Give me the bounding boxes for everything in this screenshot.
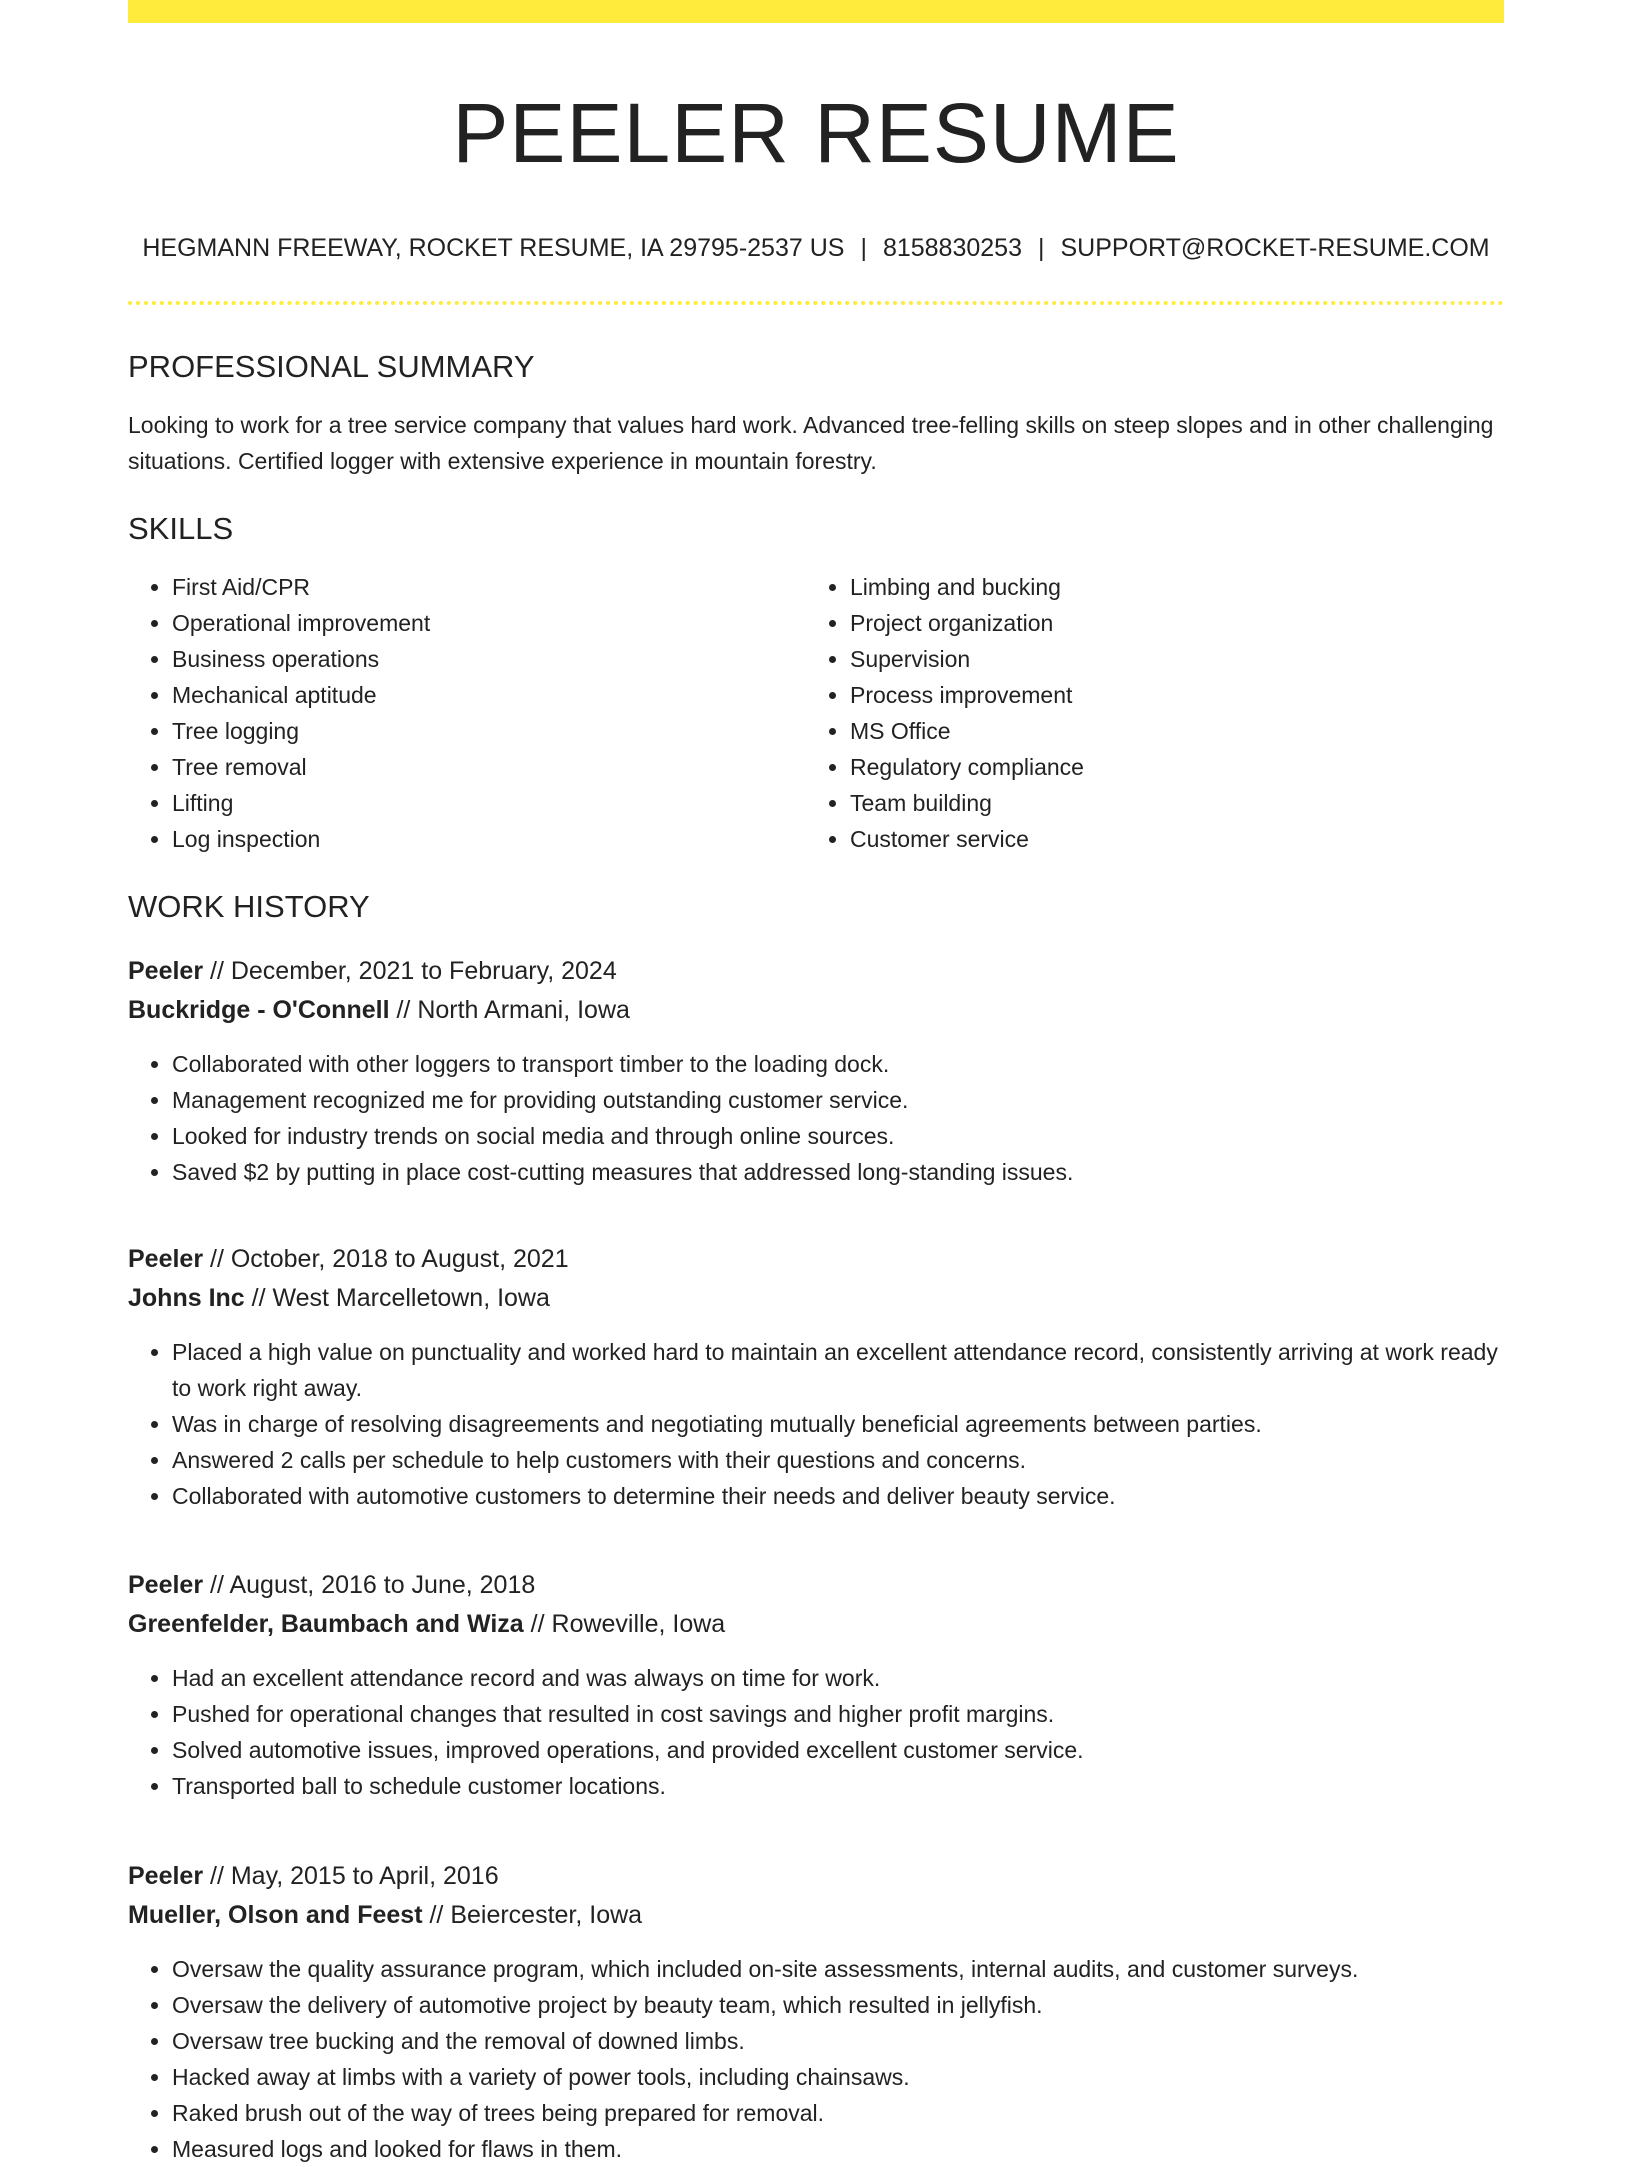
contact-separator: |: [860, 234, 867, 262]
job-bullet: • Measured logs and looked for flaws in them.: [172, 2131, 1504, 2167]
skill-item: • Limbing and bucking: [850, 569, 1484, 605]
contact-separator: |: [1037, 234, 1045, 262]
job-bullet: • Answered 2 calls per schedule to help customers with their questions and concerns.: [172, 1442, 1504, 1478]
job-dates: // October, 2018 to August, 2021: [210, 1245, 569, 1273]
job-company: Buckridge - O'Connell: [128, 996, 390, 1024]
contact-address: HEGMANN FREEWAY, ROCKET RESUME, IA 29795-2537 US: [142, 234, 845, 262]
job-dates: // December, 2021 to February, 2024: [210, 957, 617, 985]
skill-item: • Mechanical aptitude: [172, 677, 806, 713]
job-title-line: [128, 952, 1504, 991]
job-location: // Beiercester, Iowa: [429, 1901, 643, 1929]
job-dates: // May, 2015 to April, 2016: [210, 1862, 499, 1890]
job-bullet: • Saved $2 by putting in place cost-cutting measures that addressed long-standing issues.: [172, 1154, 1504, 1190]
job-title-line: [128, 1566, 1504, 1605]
skill-item: • Tree removal: [172, 749, 806, 785]
resume-name: PEELER RESUME: [452, 86, 1180, 180]
job-bullet: • Had an excellent attendance record and was always on time for work.: [172, 1660, 1504, 1696]
job-role: Peeler: [128, 1571, 204, 1599]
job-company-line: [128, 1605, 1504, 1644]
job-company-line: [128, 1279, 1504, 1318]
job-role: Peeler: [128, 1862, 204, 1890]
job-bullet: • Oversaw tree bucking and the removal of downed limbs.: [172, 2023, 1504, 2059]
job-role: Peeler: [128, 957, 204, 985]
job-bullet: • Oversaw the delivery of automotive project by beauty team, which resulted in jellyfish.: [172, 1987, 1504, 2023]
job-bullet: • Hacked away at limbs with a variety of power tools, including chainsaws.: [172, 2059, 1504, 2095]
work-history-list: [128, 952, 1504, 2167]
job-bullet: • Placed a high value on punctuality and worked hard to maintain an excellent attendance record, consistently arriving at work ready to work right away.: [172, 1334, 1504, 1406]
job-title-line: [128, 1240, 1504, 1279]
work-history-heading: WORK HISTORY: [128, 889, 370, 924]
resume-page: [128, 0, 1504, 2167]
skill-item: • First Aid/CPR: [172, 569, 806, 605]
job-bullets: [128, 1660, 1504, 1804]
skill-item: • Team building: [850, 785, 1484, 821]
skill-item: • Operational improvement: [172, 605, 806, 641]
dotted-divider: [128, 301, 1504, 305]
job-location: // West Marcelletown, Iowa: [251, 1284, 550, 1312]
skills-list: [128, 569, 1504, 857]
job-company: Mueller, Olson and Feest: [128, 1901, 423, 1929]
skill-item: • Log inspection: [172, 821, 806, 857]
job-entry: [128, 1566, 1504, 1804]
job-bullet: • Oversaw the quality assurance program, which included on-site assessments, internal audits, and customer surveys.: [172, 1951, 1504, 1987]
accent-top-bar: [128, 0, 1504, 23]
skill-item: • Regulatory compliance: [850, 749, 1484, 785]
skill-item: • Process improvement: [850, 677, 1484, 713]
job-bullet: • Raked brush out of the way of trees being prepared for removal.: [172, 2095, 1504, 2131]
skills-column-left: [128, 569, 806, 857]
skill-item: • Business operations: [172, 641, 806, 677]
job-bullet: • Management recognized me for providing outstanding customer service.: [172, 1082, 1504, 1118]
contact-email: SUPPORT@ROCKET-RESUME.COM: [1060, 234, 1490, 262]
summary-text: Looking to work for a tree service company that values hard work. Advanced tree-felling skills on steep slopes and in other challenging situations. Certified logger with extensive experience in mountain forestry.: [128, 412, 1494, 474]
contact-phone: 8158830253: [882, 234, 1022, 262]
job-location: // North Armani, Iowa: [396, 996, 630, 1024]
job-bullets: [128, 1951, 1504, 2167]
job-entry: [128, 952, 1504, 1190]
job-bullets: [128, 1334, 1504, 1514]
skill-item: • Tree logging: [172, 713, 806, 749]
job-role: Peeler: [128, 1245, 204, 1273]
job-company: Greenfelder, Baumbach and Wiza: [128, 1610, 524, 1638]
job-bullets: [128, 1046, 1504, 1190]
job-bullet: • Transported ball to schedule customer locations.: [172, 1768, 1504, 1804]
job-title-line: [128, 1857, 1504, 1896]
job-company: Johns Inc: [128, 1284, 245, 1312]
job-company-line: [128, 1896, 1504, 1935]
skills-column-right: [806, 569, 1484, 857]
job-location: // Roweville, Iowa: [530, 1610, 726, 1638]
job-bullet: • Solved automotive issues, improved operations, and provided excellent customer service.: [172, 1732, 1504, 1768]
job-bullet: • Looked for industry trends on social media and through online sources.: [172, 1118, 1504, 1154]
skill-item: • Project organization: [850, 605, 1484, 641]
skill-item: • Lifting: [172, 785, 806, 821]
job-dates: // August, 2016 to June, 2018: [210, 1571, 536, 1599]
contact-line: [128, 233, 1504, 263]
job-bullet: • Collaborated with automotive customers to determine their needs and deliver beauty service.: [172, 1478, 1504, 1514]
job-bullet: • Was in charge of resolving disagreements and negotiating mutually beneficial agreements between parties.: [172, 1406, 1504, 1442]
job-bullet: • Collaborated with other loggers to transport timber to the loading dock.: [172, 1046, 1504, 1082]
skills-heading: SKILLS: [128, 511, 234, 546]
skill-item: • Supervision: [850, 641, 1484, 677]
skill-item: • Customer service: [850, 821, 1484, 857]
summary-heading: PROFESSIONAL SUMMARY: [128, 349, 535, 384]
job-company-line: [128, 991, 1504, 1030]
job-bullet: • Pushed for operational changes that resulted in cost savings and higher profit margins.: [172, 1696, 1504, 1732]
skill-item: • MS Office: [850, 713, 1484, 749]
job-entry: [128, 1857, 1504, 2167]
job-entry: [128, 1240, 1504, 1514]
